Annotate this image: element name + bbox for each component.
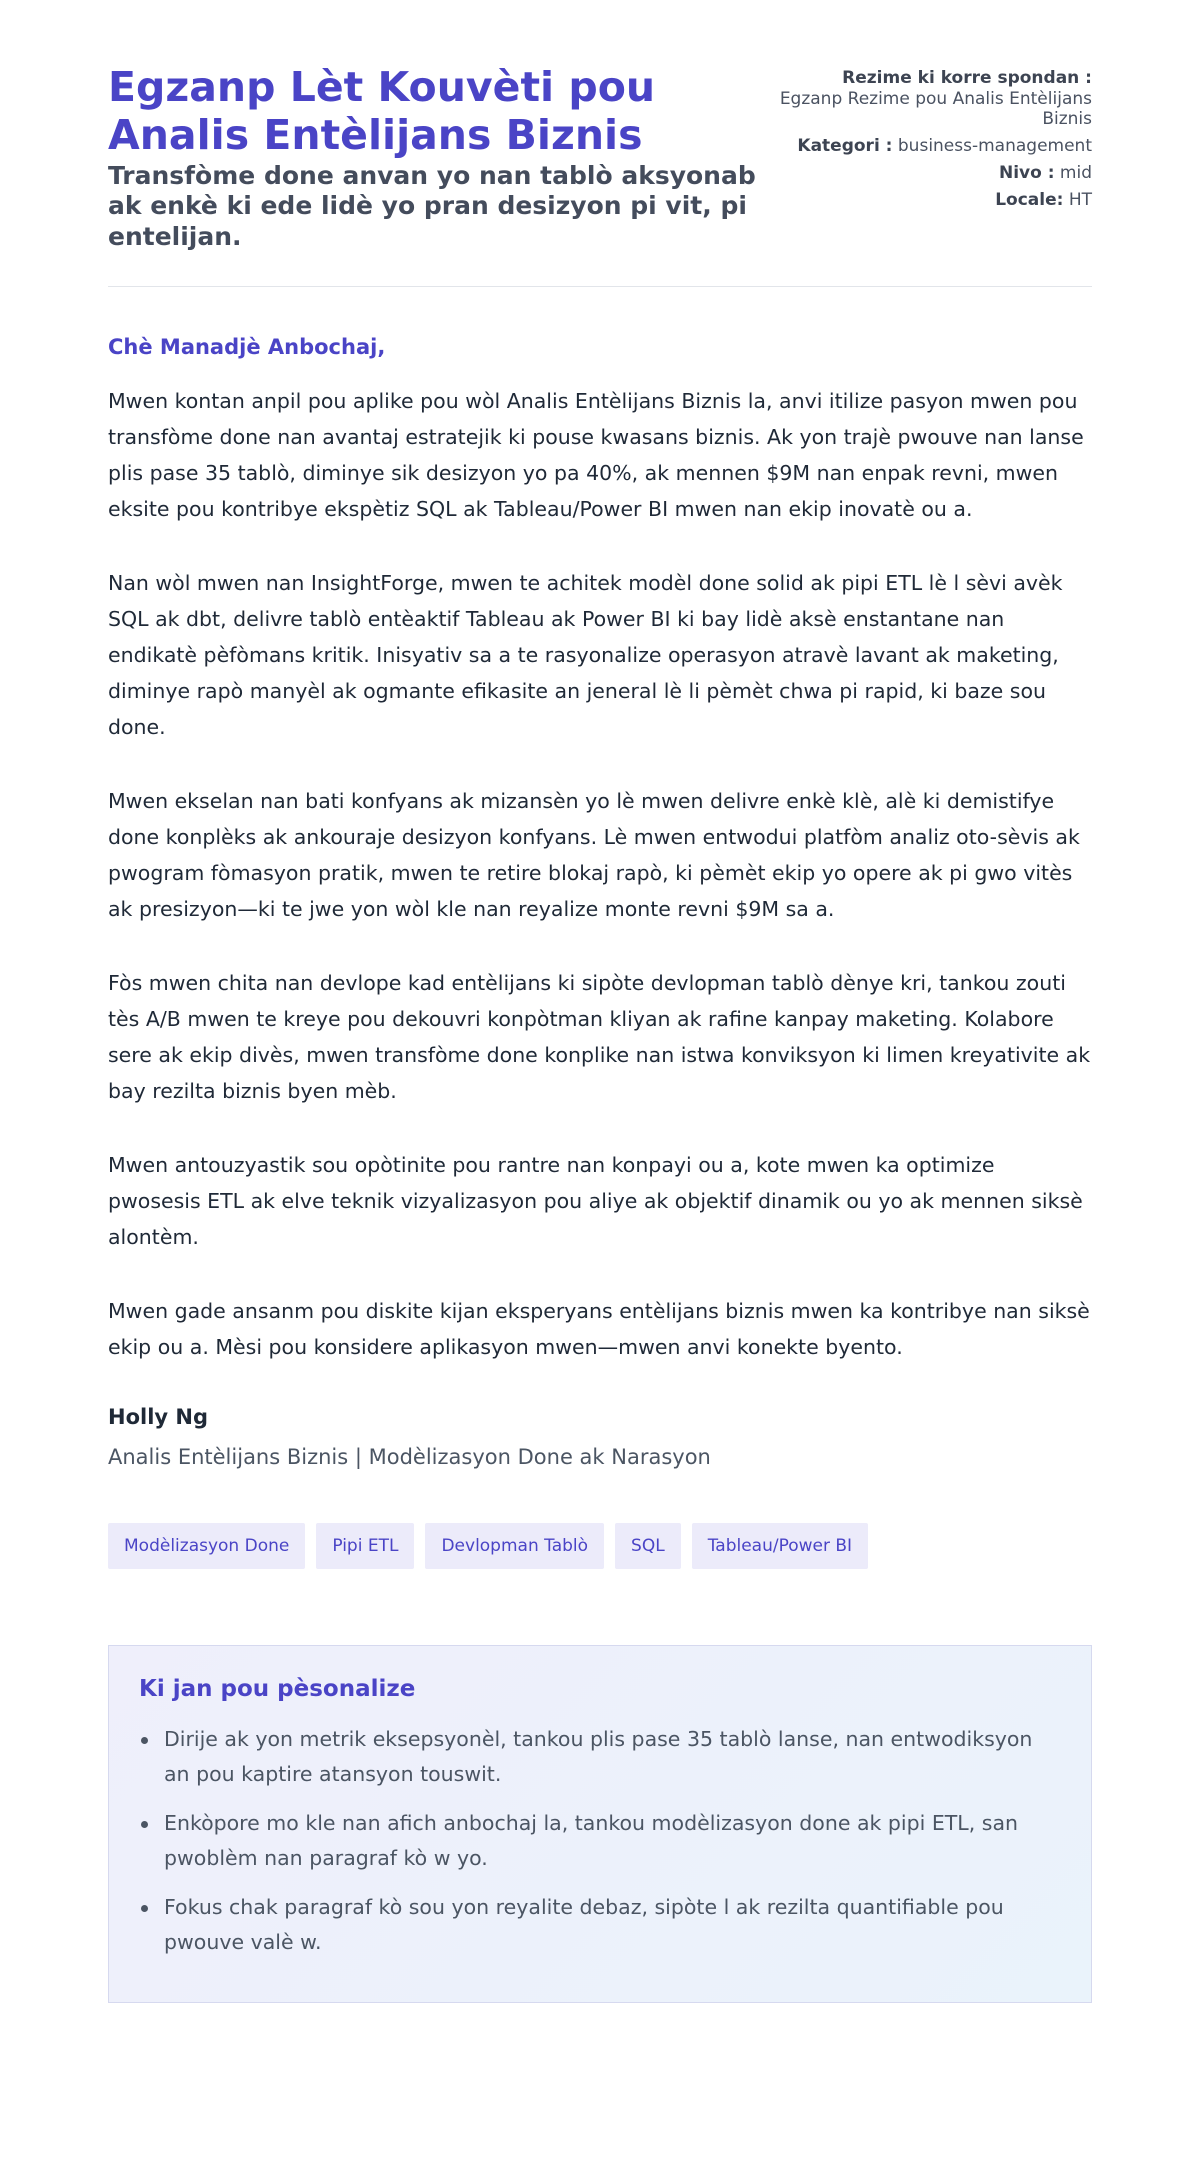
meta-level-value: mid	[1059, 162, 1092, 183]
body-paragraph: Fòs mwen chita nan devlope kad entèlijans ki sipòte devlopman tablò dènye kri, tankou zouti tès A/B mwen te kreye pou dekouvri konpòtman kliyan ak rafine kanpay maketing. Kolabore sere ak ekip divès, mwen transfòme done konplike nan istwa konviksyon ki limen kreyativite ak bay rezilta biznis byen mèb.	[108, 971, 1091, 1104]
greeting: Chè Manadjè Anbochaj,	[108, 335, 386, 360]
meta-category-value: business-management	[897, 136, 1092, 157]
meta-category-label: Kategori :	[797, 136, 893, 157]
skill-tag: Pipi ETL	[316, 1523, 414, 1569]
letter-header	[108, 64, 1092, 287]
tip-item: Fokus chak paragraf kò sou yon reyalite debaz, sipòte l ak rezilta quantifiable pou pwouve valè w.	[139, 1890, 1061, 1960]
meta-locale-value: HT	[1068, 189, 1092, 210]
meta-panel	[777, 64, 1092, 216]
tip-item: Dirije ak yon metrik eksepsyonèl, tankou plis pase 35 tablò lanse, nan entwodiksyon an pou kaptire atansyon touswit.	[139, 1722, 1061, 1792]
meta-resume-label: Rezime ki korre spondan :	[842, 68, 1092, 88]
skill-tags	[108, 1523, 1092, 1569]
meta-level	[777, 163, 1092, 184]
meta-resume-value: Egzanp Rezime pou Analis Entèlijans Biznis	[779, 88, 1092, 130]
body-paragraph: Mwen gade ansanm pou diskite kijan eksperyans entèlijans biznis mwen ka kontribye nan siksè ekip ou a. Mèsi pou konsidere aplikasyon mwen—mwen anvi konekte byento.	[108, 1299, 1090, 1360]
header-titles	[108, 64, 777, 252]
signature-block	[108, 1405, 1092, 1469]
skill-tag: SQL	[615, 1523, 681, 1569]
tips-list	[139, 1722, 1061, 1960]
skill-tag: Devlopman Tablò	[425, 1523, 604, 1569]
meta-locale	[777, 190, 1092, 211]
meta-level-label: Nivo :	[998, 162, 1055, 183]
body-paragraph: Mwen kontan anpil pou aplike pou wòl Analis Entèlijans Biznis la, anvi itilize pasyon mwen pou transfòme done nan avantaj estratejik ki pouse kwasans biznis. Ak yon trajè pwouve nan lanse plis pase 35 tablò, diminye sik desizyon yo pa 40%, ak mennen $9M nan enpak revni, mwen eksite pou kontribye ekspètiz SQL ak Tableau/Power BI mwen nan ekip inovatè ou a.	[108, 389, 1084, 522]
meta-locale-label: Locale:	[995, 189, 1064, 210]
tip-item: Enkòpore mo kle nan afich anbochaj la, tankou modèlizasyon done ak pipi ETL, san pwoblèm nan paragraf kò w yo.	[139, 1806, 1061, 1876]
body-paragraph: Mwen antouzyastik sou opòtinite pou rantre nan konpayi ou a, kote mwen ka optimize pwosesis ETL ak elve teknik vizyalizasyon pou aliye ak objektif dinamik ou yo ak mennen siksè alontèm.	[108, 1153, 1083, 1250]
signature-name: Holly Ng	[108, 1405, 209, 1430]
customization-tips-box	[108, 1645, 1092, 2003]
body-paragraph: Mwen ekselan nan bati konfyans ak mizansèn yo lè mwen delivre enkè klè, alè ki demistifye done konplèks ak ankouraje desizyon konfyans. Lè mwen entwodui platfòm analiz oto-sèvis ak pwogram fòmasyon pratik, mwen te retire blokaj rapò, ki pèmèt ekip yo opere ak pi gwo vitès ak presizyon—ki te jwe yon wòl kle nan reyalize monte revni $9M sa a.	[108, 789, 1080, 922]
page-subtitle: Transfòme done anvan yo nan tablò aksyonab ak enkè ki ede lidè yo pran desizyon pi vit, pi entelijan.	[108, 160, 756, 251]
letter-body	[108, 335, 1092, 1365]
skill-tag: Tableau/Power BI	[692, 1523, 868, 1569]
signature-role: Analis Entèlijans Biznis | Modèlizasyon Done ak Narasyon	[108, 1445, 711, 1470]
meta-category	[777, 136, 1092, 157]
page-title: Egzanp Lèt Kouvèti pou Analis Entèlijans Biznis	[108, 63, 656, 159]
skill-tag: Modèlizasyon Done	[108, 1523, 305, 1569]
meta-resume	[777, 68, 1092, 130]
body-paragraph: Nan wòl mwen nan InsightForge, mwen te achitek modèl done solid ak pipi ETL lè l sèvi avèk SQL ak dbt, delivre tablò entèaktif Tableau ak Power BI ki bay lidè aksè enstantane nan endikatè pèfòmans kritik. Inisyativ sa a te rasyonalize operasyon atravè lavant ak maketing, diminye rapò manyèl ak ogmante efikasite an jeneral lè li pèmèt chwa pi rapid, ki baze sou done.	[108, 571, 1063, 740]
tips-title: Ki jan pou pèsonalize	[139, 1676, 416, 1703]
